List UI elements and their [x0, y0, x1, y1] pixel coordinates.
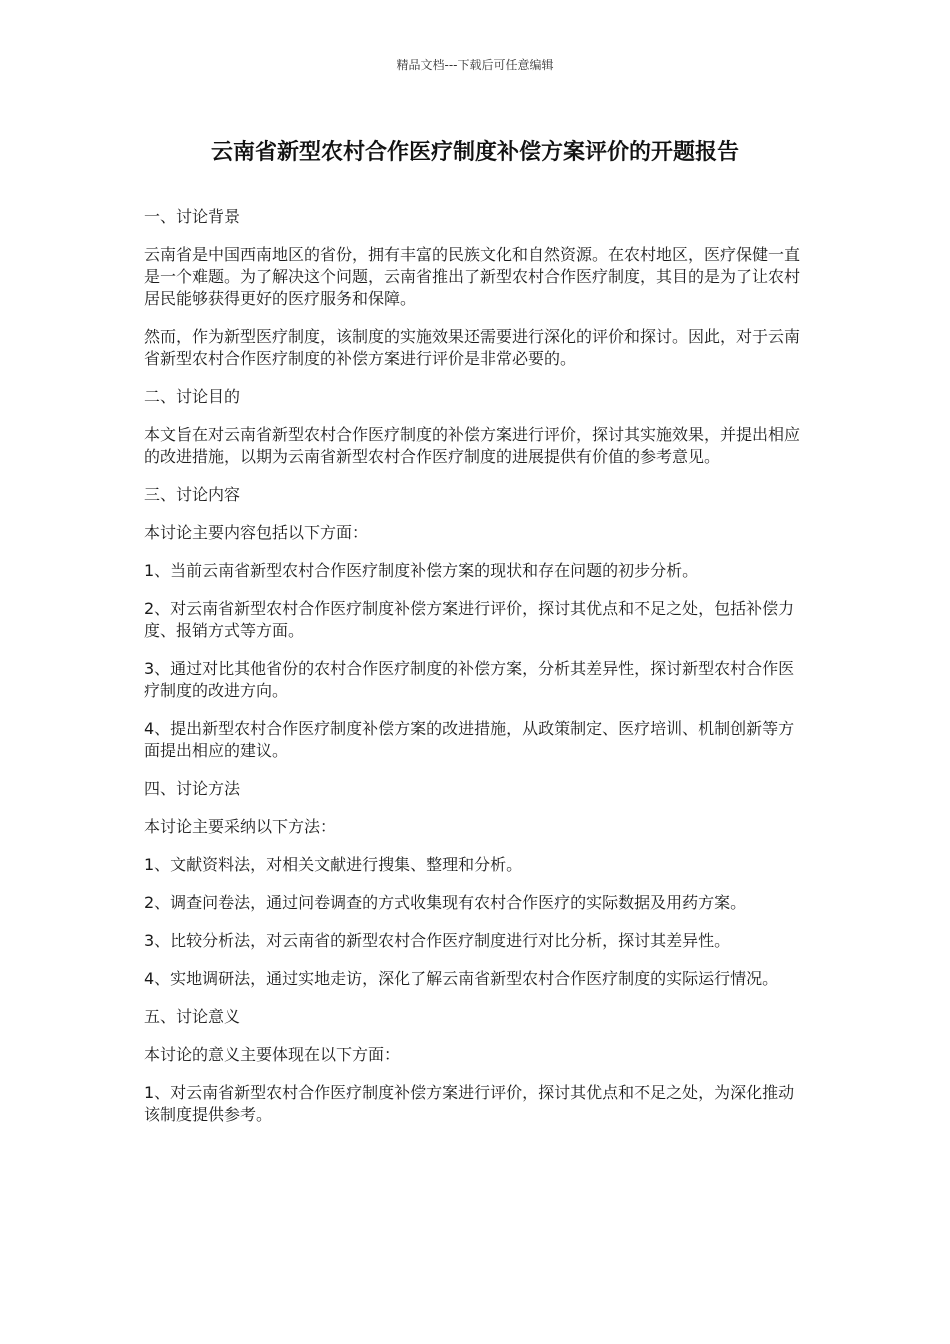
paragraph: 本讨论的意义主要体现在以下方面：: [144, 1045, 401, 1064]
list-item: 4、提出新型农村合作医疗制度补偿方案的改进措施，从政策制定、医疗培训、机制创新等方面提出相应的建议。: [144, 719, 795, 760]
list-item: 3、比较分析法，对云南省的新型农村合作医疗制度进行对比分析，探讨其差异性。: [144, 931, 731, 950]
list-item: 1、文献资料法，对相关文献进行搜集、整理和分析。: [144, 855, 523, 874]
paragraph: 本文旨在对云南省新型农村合作医疗制度的补偿方案进行评价，探讨其实施效果，并提出相应的改进措施，以期为云南省新型农村合作医疗制度的进展提供有价值的参考意见。: [144, 425, 801, 466]
section-heading-significance: 五、讨论意义: [144, 1007, 241, 1026]
document-body: [144, 206, 808, 1142]
list-item: 2、对云南省新型农村合作医疗制度补偿方案进行评价，探讨其优点和不足之处，包括补偿力度、报销方式等方面。: [144, 599, 795, 640]
section-heading-purpose: 二、讨论目的: [144, 387, 241, 406]
paragraph: 本讨论主要采纳以下方法：: [144, 817, 337, 836]
section-heading-method: 四、讨论方法: [144, 779, 241, 798]
page-header: 精品文档---下载后可任意编辑: [396, 58, 554, 72]
section-heading-background: 一、讨论背景: [144, 207, 241, 226]
list-item: 4、实地调研法，通过实地走访，深化了解云南省新型农村合作医疗制度的实际运行情况。: [144, 969, 779, 988]
paragraph: 云南省是中国西南地区的省份，拥有丰富的民族文化和自然资源。在农村地区，医疗保健一直是一个难题。为了解决这个问题，云南省推出了新型农村合作医疗制度，其目的是为了让农村居民能够获得更好的医疗服务和保障。: [144, 245, 801, 308]
list-item: 1、当前云南省新型农村合作医疗制度补偿方案的现状和存在问题的初步分析。: [144, 561, 699, 580]
section-heading-content: 三、讨论内容: [144, 485, 241, 504]
paragraph: 然而，作为新型医疗制度，该制度的实施效果还需要进行深化的评价和探讨。因此，对于云南省新型农村合作医疗制度的补偿方案进行评价是非常必要的。: [144, 327, 801, 368]
list-item: 1、对云南省新型农村合作医疗制度补偿方案进行评价，探讨其优点和不足之处，为深化推动该制度提供参考。: [144, 1083, 795, 1124]
list-item: 3、通过对比其他省份的农村合作医疗制度的补偿方案，分析其差异性，探讨新型农村合作医疗制度的改进方向。: [144, 659, 795, 700]
paragraph: 本讨论主要内容包括以下方面：: [144, 523, 369, 542]
document-title: 云南省新型农村合作医疗制度补偿方案评价的开题报告: [210, 140, 739, 165]
list-item: 2、调查问卷法，通过问卷调查的方式收集现有农村合作医疗的实际数据及用药方案。: [144, 893, 747, 912]
